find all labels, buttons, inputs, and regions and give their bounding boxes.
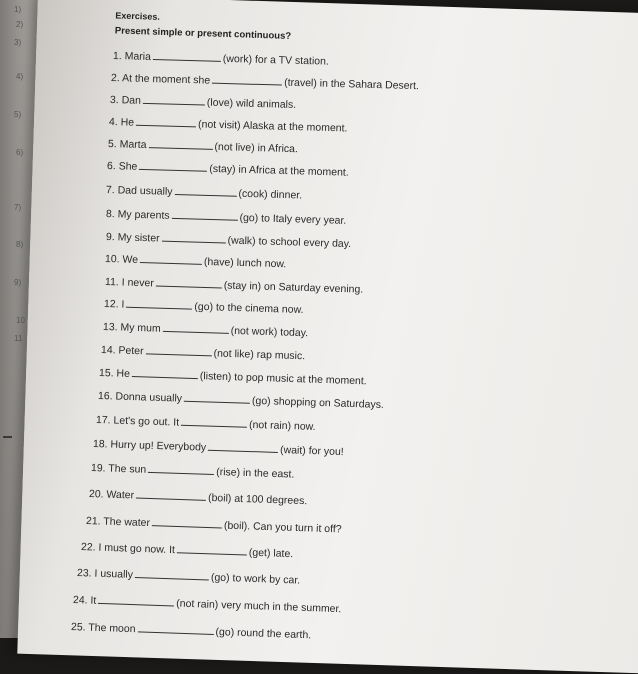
sentence-end: (go) to the cinema now. [194, 300, 304, 316]
sentence-start: 4. He [108, 116, 135, 129]
answer-blank[interactable] [212, 74, 282, 86]
sentence-end: (go) to Italy every year. [239, 211, 347, 227]
sentence-start: 21. The water [85, 515, 151, 530]
gutter-number: 2) [16, 20, 24, 29]
sentence-start: 15. He [98, 367, 131, 380]
sentence-start: 9. My sister [105, 231, 160, 245]
sentence-start: 22. I must go now. It [80, 541, 176, 557]
answer-blank[interactable] [153, 50, 221, 62]
answer-blank[interactable] [171, 209, 237, 221]
answer-blank[interactable] [126, 298, 192, 310]
answer-blank[interactable] [135, 568, 209, 580]
sentence-end: (love) wild animals. [206, 96, 297, 112]
answer-blank[interactable] [184, 392, 250, 404]
sentence-start: 11. I never [104, 276, 154, 290]
sentence-start: 20. Water [88, 488, 135, 502]
gutter-number: 8) [16, 240, 24, 249]
sentence-end: (boil) at 100 degrees. [207, 491, 308, 508]
exercise-title: Exercises. [115, 10, 161, 22]
sentence-end: (wait) for you! [279, 444, 344, 459]
sentence-end: (work) for a TV station. [222, 52, 330, 68]
sentence-end: (not visit) Alaska at the moment. [197, 118, 348, 135]
answer-blank[interactable] [136, 489, 206, 501]
sentence-end: (not rain) very much in the summer. [176, 597, 342, 616]
sentence-start: 2. At the moment she [110, 72, 211, 87]
margin-dash [3, 436, 12, 438]
answer-blank[interactable] [181, 416, 247, 428]
answer-blank[interactable] [136, 116, 196, 128]
sentence-start: 18. Hurry up! Everybody [92, 438, 207, 454]
gutter-number: 4) [16, 72, 24, 81]
sentence-end: (not like) rap music. [213, 347, 306, 363]
sentence-end: (boil). Can you turn it off? [223, 519, 342, 536]
sentence-end: (go) to work by car. [210, 571, 301, 587]
sentence-start: 8. My parents [105, 208, 170, 222]
answer-blank[interactable] [148, 138, 212, 150]
answer-blank[interactable] [208, 441, 278, 453]
gutter-number: 3) [14, 38, 22, 47]
sentence-end: (not live) in Africa. [214, 140, 299, 156]
answer-blank[interactable] [98, 594, 174, 607]
sentence-end: (get) late. [248, 546, 294, 561]
sentence-end: (cook) dinner. [238, 187, 303, 202]
sentence-end: (listen) to pop music at the moment. [199, 370, 367, 388]
sentence-start: 23. I usually [76, 567, 134, 581]
sentence-start: 14. Peter [100, 344, 144, 358]
sentence-end: (not rain) now. [248, 418, 316, 433]
sentence-end: (go) shopping on Saturdays. [251, 394, 385, 411]
answer-blank[interactable] [174, 185, 236, 197]
sentence-start: 16. Donna usually [97, 390, 183, 405]
answer-blank[interactable] [139, 160, 207, 172]
sentence-start: 12. I [103, 298, 125, 311]
gutter-number: 6) [16, 148, 24, 157]
sentence-start: 7. Dad usually [105, 184, 173, 198]
sentence-start: 17. Let's go out. It [95, 414, 180, 429]
sentence-end: (not work) today. [230, 324, 309, 340]
answer-blank[interactable] [162, 232, 226, 244]
sentence-start: 6. She [106, 160, 138, 173]
answer-blank[interactable] [132, 367, 198, 379]
gutter-number: 7) [14, 203, 22, 212]
gutter-number: 10 [16, 316, 25, 325]
answer-blank[interactable] [137, 622, 213, 635]
gutter-number: 1) [14, 5, 22, 14]
sentence-start: 13. My mum [102, 321, 161, 335]
sentence-start: 1. Maria [112, 50, 152, 63]
sentence-end: (stay) in Africa at the moment. [209, 162, 349, 179]
answer-blank[interactable] [143, 94, 205, 106]
answer-blank[interactable] [163, 322, 229, 334]
sentence-start: 25. The moon [70, 621, 136, 636]
sentence-end: (go) round the earth. [215, 625, 312, 642]
answer-blank[interactable] [140, 253, 202, 265]
sentence-end: (walk) to school every day. [227, 234, 352, 251]
gutter-number: 11 [14, 334, 23, 343]
sentence-start: 24. It [72, 594, 97, 607]
sentence-end: (stay in) on Saturday evening. [223, 279, 364, 296]
sentence-start: 19. The sun [90, 462, 147, 476]
gutter-number: 5) [14, 110, 22, 119]
sentence-start: 10. We [104, 253, 139, 266]
answer-blank[interactable] [177, 543, 247, 555]
sentence-start: 3. Dan [109, 94, 142, 107]
sentence-end: (travel) in the Sahara Desert. [284, 76, 420, 93]
answer-blank[interactable] [152, 516, 222, 528]
sentence-end: (rise) in the east. [215, 466, 295, 481]
exercise-subtitle: Present simple or present continuous? [114, 25, 292, 42]
sentence-end: (have) lunch now. [203, 255, 287, 271]
gutter-number: 9) [14, 278, 22, 287]
sentence-start: 5. Marta [107, 138, 147, 152]
answer-blank[interactable] [145, 344, 211, 356]
answer-blank[interactable] [156, 277, 222, 289]
answer-blank[interactable] [148, 463, 214, 475]
